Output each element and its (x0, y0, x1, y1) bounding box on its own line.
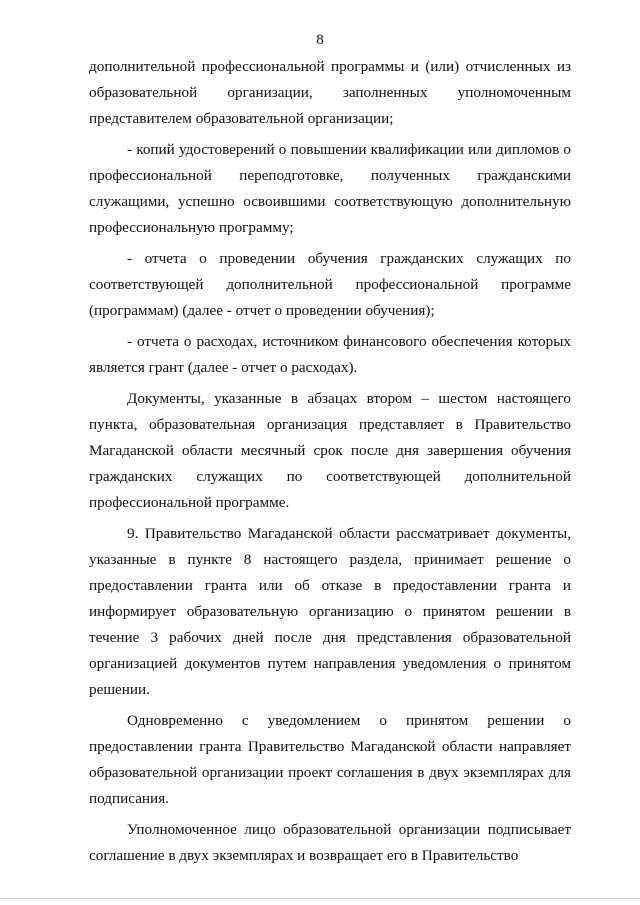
paragraph-documents: Документы, указанные в абзацах втором – шестом настоящего пункта, образовательная организация представляет в Правительство Магаданской области месячный срок после дня завершения обучения гражданских служащих по соответствующей дополнительной профессиональной программе. (89, 390, 571, 511)
list-item-training-report: - отчета о проведении обучения гражданских служащих по соответствующей дополнительной профессиональной программе (программам) (далее - отчет о проведении обучения); (89, 250, 571, 319)
paragraph-continuation: дополнительной профессиональной программы и (или) отчисленных из образовательной организации, заполненных уполномоченным представителем образовательной организации; (89, 58, 571, 127)
list-item-certificates: - копий удостоверений о повышении квалификации или дипломов о профессиональной переподготовке, полученных гражданскими служащими, успешно освоившими соответствующую дополнительную профессиональную программу; (89, 141, 571, 236)
document-body (89, 54, 571, 869)
page-number: 8 (316, 32, 324, 48)
scan-edge-divider (0, 898, 640, 899)
paragraph-authorized-person: Уполномоченное лицо образовательной организации подписывает соглашение в двух экземплярах и возвращает его в Правительство (89, 821, 571, 864)
paragraph-simultaneously: Одновременно с уведомлением о принятом решении о предоставлении гранта Правительство Магаданской области направляет образовательной организации проект соглашения в двух экземплярах для подписания. (89, 712, 571, 807)
paragraph-clause-9: 9. Правительство Магаданской области рассматривает документы, указанные в пункте 8 настоящего раздела, принимает решение о предоставлении гранта или об отказе в предоставлении гранта и информирует образовательную организацию о принятом решении в течение 3 рабочих дней после дня представления образовательной организацией документов путем направления уведомления о принятом решении. (89, 525, 571, 698)
list-item-expense-report: - отчета о расходах, источником финансового обеспечения которых является грант (далее - отчет о расходах). (89, 333, 571, 376)
